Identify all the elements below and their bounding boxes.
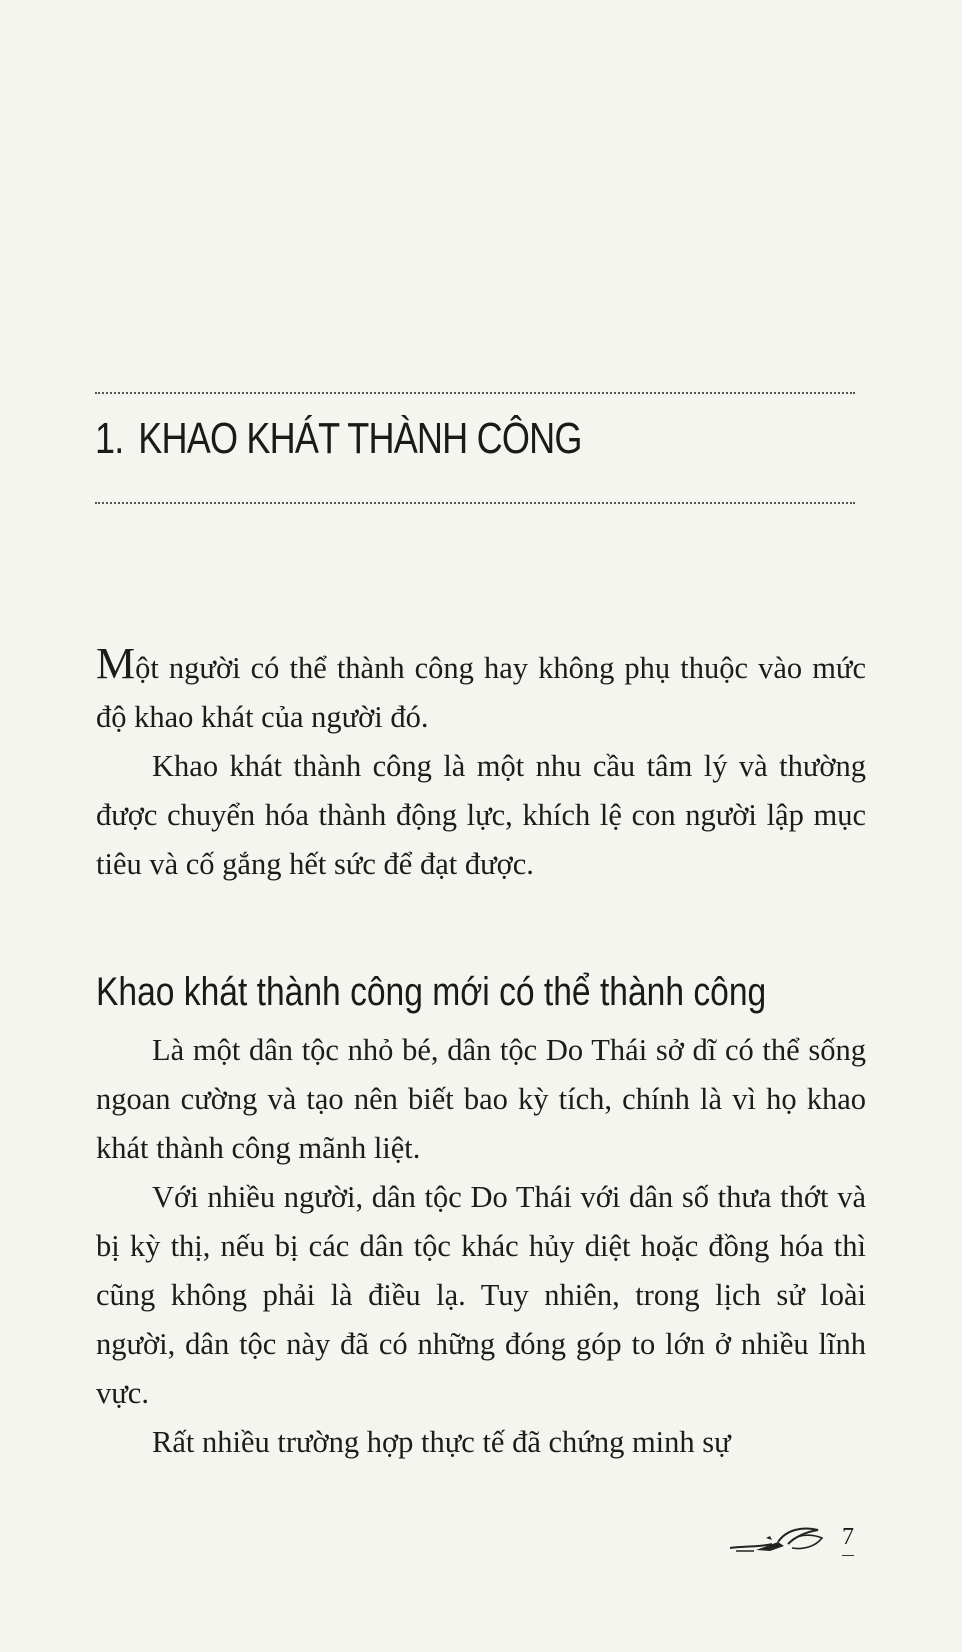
chapter-title bbox=[95, 414, 582, 464]
quill-ornament-icon bbox=[726, 1520, 836, 1556]
chapter-rule-top bbox=[95, 392, 855, 394]
page-footer bbox=[726, 1520, 854, 1556]
section-paragraph-3: Rất nhiều trường hợp thực tế đã chứng minh sự bbox=[152, 1425, 731, 1459]
section-paragraph-1: Là một dân tộc nhỏ bé, dân tộc Do Thái sở dĩ có thể sống ngoan cường và tạo nên biết bao kỳ tích, chính là vì họ khao khát thành công mãnh liệt. bbox=[96, 1033, 866, 1165]
dropcap-letter: M bbox=[96, 639, 136, 688]
page-number: 7 bbox=[842, 1525, 854, 1556]
chapter-title-text: KHAO KHÁT THÀNH CÔNG bbox=[138, 414, 582, 463]
section-heading: Khao khát thành công mới có thể thành công bbox=[96, 970, 767, 1014]
intro-paragraph-2: Khao khát thành công là một nhu cầu tâm lý và thường được chuyển hóa thành động lực, khích lệ con người lập mục tiêu và cố gắng hết sức để đạt được. bbox=[96, 749, 866, 881]
chapter-number: 1. bbox=[95, 414, 124, 463]
section-block bbox=[96, 1026, 866, 1467]
intro-block bbox=[96, 639, 866, 889]
section-paragraph-2: Với nhiều người, dân tộc Do Thái với dân số thưa thớt và bị kỳ thị, nếu bị các dân tộc khác hủy diệt hoặc đồng hóa thì cũng không phải là điều lạ. Tuy nhiên, trong lịch sử loài người, dân tộc này đã có những đóng góp to lớn ở nhiều lĩnh vực. bbox=[96, 1180, 866, 1410]
intro-paragraph-1 bbox=[96, 639, 866, 742]
chapter-rule-bottom bbox=[95, 502, 855, 504]
intro-paragraph-1-text: ột người có thể thành công hay không phụ thuộc vào mức độ khao khát của người đó. bbox=[96, 651, 866, 734]
